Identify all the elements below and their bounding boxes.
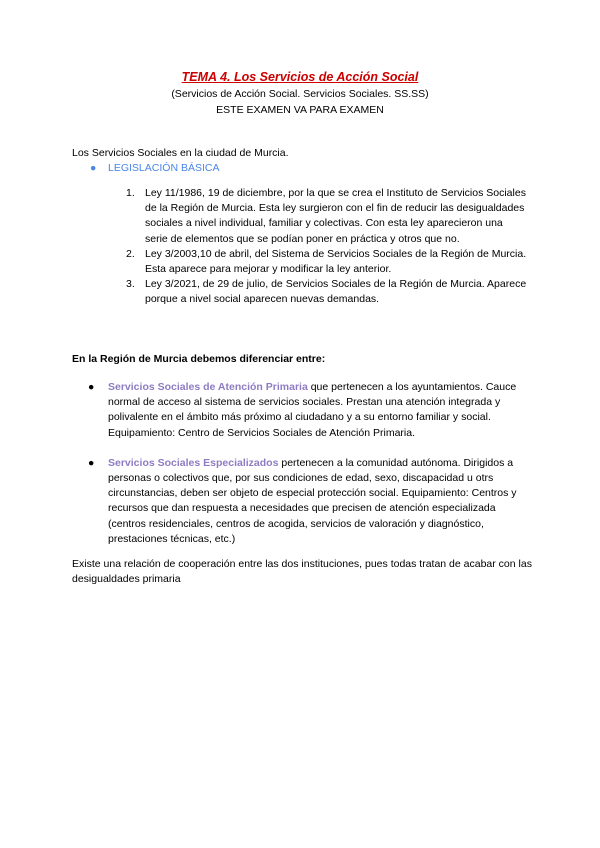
exam-note: ESTE EXAMEN VA PARA EXAMEN bbox=[216, 104, 384, 116]
page-title: TEMA 4. Los Servicios de Acción Social bbox=[181, 70, 419, 84]
list-number: 3. bbox=[126, 278, 135, 291]
bullet-icon: ● bbox=[88, 381, 95, 393]
list-item-text: Ley 3/2003,10 de abril, del Sistema de Servicios Sociales de la Región de Murcia. Esta aparece para mejorar y modificar la ley anterior. bbox=[145, 247, 527, 276]
bullet-icon: ● bbox=[90, 162, 97, 174]
list-item bbox=[118, 247, 528, 277]
bullet-icon: ● bbox=[88, 456, 95, 469]
laws-list bbox=[118, 186, 528, 308]
list-item bbox=[118, 277, 528, 307]
list-number: 2. bbox=[126, 247, 135, 260]
page-subtitle: (Servicios de Acción Social. Servicios Sociales. SS.SS) bbox=[171, 88, 429, 100]
list-number: 1. bbox=[126, 187, 135, 199]
intro-text: Los Servicios Sociales en la ciudad de Murcia. bbox=[72, 147, 289, 159]
closing-paragraph: Existe una relación de cooperación entre las dos instituciones, pues todas tratan de acabar con las desigualdades primaria bbox=[72, 558, 532, 586]
legislation-label: LEGISLACIÓN BÁSICA bbox=[108, 162, 220, 174]
list-item bbox=[88, 456, 528, 547]
section-heading: En la Región de Murcia debemos diferenciar entre: bbox=[72, 353, 326, 365]
service-description: que pertenecen a los ayuntamientos. Cauce normal de acceso al sistema de servicios sociales. Prestan una atención integrada y polivalente en el ámbito más próximo al ciudadano y a su entorno familiar y social. Equipamiento: Centro de Servicios Sociales de Atención Primaria. bbox=[108, 381, 517, 439]
services-list bbox=[88, 380, 528, 547]
list-item-text: Ley 3/2021, de 29 de julio, de Servicios Sociales de la Región de Murcia. Aparece porque a nivel social aparecen nuevas demandas. bbox=[145, 278, 527, 306]
list-item bbox=[88, 380, 528, 441]
legislation-bullet bbox=[90, 162, 219, 174]
service-name: Servicios Sociales de Atención Primaria bbox=[108, 381, 308, 393]
service-description: pertenecen a la comunidad autónoma. Dirigidos a personas o colectivos que, por sus condiciones de edad, sexo, discapacidad u otrs circunstancias, deben ser objeto de especial protección social. Equipamiento: Centros y recursos que dan respuesta a necesidades que precisen de atención especializada (centros residenciales, centros de acogida, servicios de valoración y diagnóstico, prestaciones técnicas, etc.) bbox=[108, 456, 517, 545]
list-item-text: Ley 11/1986, 19 de diciembre, por la que se crea el Instituto de Servicios Sociales de la Región de Murcia. Esta ley surgieron con el fin de reducir las desigualdades sociales a nivel individual, familiar y colectivas. Con esta ley aparecieron una serie de elementos que se podían poner en práctica y otros que no. bbox=[145, 187, 526, 245]
list-item bbox=[118, 186, 528, 247]
service-name: Servicios Sociales Especializados bbox=[108, 456, 279, 469]
